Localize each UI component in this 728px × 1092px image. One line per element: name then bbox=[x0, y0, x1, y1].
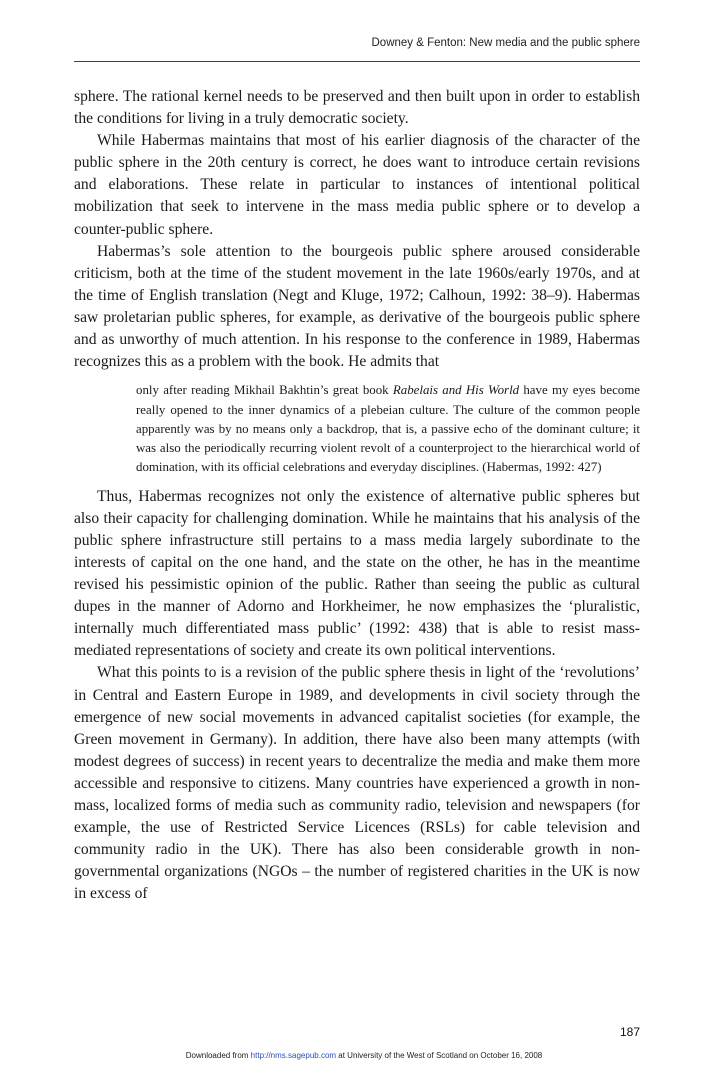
paragraph-3: Habermas’s sole attention to the bourgeois public sphere aroused considerable criticism, both at the time of the student movement in the late 1960s/early 1970s, and at the time of English translation (Negt and Kluge, 1972; Calhoun, 1992: 38–9). Habermas saw proletarian public spheres, for example, as derivative of the bourgeois public sphere and as unworthy of much attention. In his response to the conference in 1989, Habermas recognizes this as a problem with the book. He admits that bbox=[74, 242, 640, 371]
paragraph-2: While Habermas maintains that most of his earlier diagnosis of the character of the public sphere in the 20th century is correct, he does want to introduce certain revisions and elaborations. These relate in particular to instances of intentional political mobilization that seek to intervene in the mass media public sphere or to develop a counter-public sphere. bbox=[74, 132, 640, 238]
quote-text-after-title: have my eyes become really opened to the inner dynamics of a plebeian culture. The culture of the common people apparently was by no means only a backdrop, that is, a passive echo of the dominant culture; it was also the periodically recurring violent revolt of a counterproject to the hierarchical world of domination, with its official celebrations and everyday disciplines. (Habermas, 1992: 427) bbox=[136, 383, 640, 475]
block-quote-text bbox=[136, 381, 640, 477]
quoted-book-title: Rabelais and His World bbox=[392, 383, 520, 398]
quote-text-before-title: only after reading Mikhail Bakhtin’s great book bbox=[136, 383, 393, 398]
article-body bbox=[74, 86, 640, 905]
download-notice bbox=[0, 1051, 728, 1060]
running-head: Downey & Fenton: New media and the public sphere bbox=[371, 37, 640, 49]
paragraph-4: Thus, Habermas recognizes not only the existence of alternative public spheres but also their capacity for challenging domination. While he maintains that his analysis of the public sphere infrastructure still pertains to a mass media largely subordinate to the interests of capital on the one hand, and the state on the other, he has in the meantime revised his pessimistic opinion of the public. Rather than seeing the public as cultural dupes in the manner of Adorno and Horkheimer, he now emphasizes the ‘pluralistic, internally much differentiated mass public’ (1992: 438) that is able to resist mass-mediated representations of society and create its own political interventions. bbox=[74, 487, 640, 660]
header-divider bbox=[74, 61, 640, 62]
download-prefix: Downloaded from bbox=[185, 1051, 251, 1060]
paragraph-5: What this points to is a revision of the public sphere thesis in light of the ‘revolutions’ in Central and Eastern Europe in 1989, and developments in civil society through the emergence of new social movements in advanced capitalist societies (for example, the Green movement in Germany). In addition, there have also been many attempts (with modest degrees of success) in recent years to decentralize the media and make them more accessible and responsive to citizens. Many countries have experienced a growth in non-mass, localized forms of media such as community radio, television and newspapers (for example, the use of Restricted Service Licences (RSLs) for cable television and community radio in the UK). There has also been considerable growth in non-governmental organizations (NGOs – the number of registered charities in the UK is now in excess of bbox=[74, 664, 640, 903]
download-link[interactable]: http://nms.sagepub.com bbox=[250, 1051, 337, 1060]
page-number: 187 bbox=[619, 1025, 640, 1039]
paragraph-1: sphere. The rational kernel needs to be preserved and then built upon in order to establish the conditions for living in a truly democratic society. bbox=[74, 88, 640, 128]
block-quote bbox=[136, 381, 640, 477]
download-suffix: at University of the West of Scotland on October 16, 2008 bbox=[336, 1051, 543, 1060]
